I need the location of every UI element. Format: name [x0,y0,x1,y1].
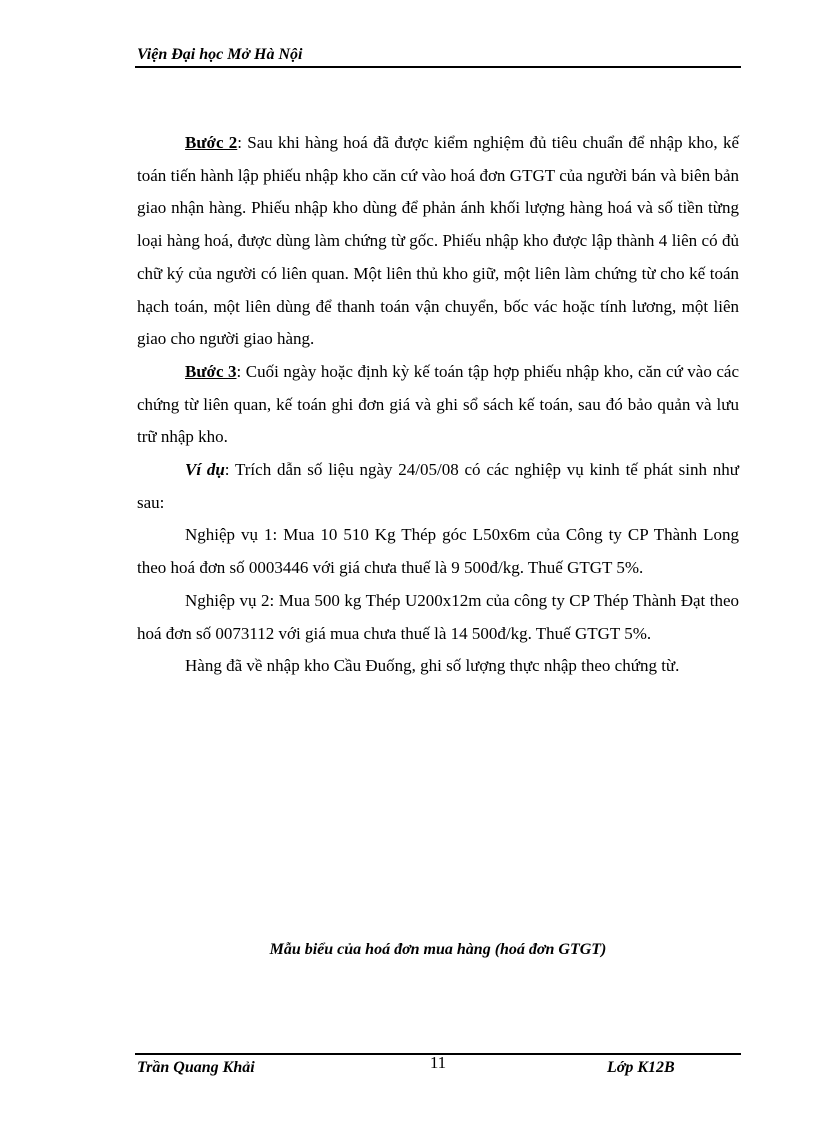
paragraph-step-2 [137,127,739,356]
paragraph-transaction-1: Nghiệp vụ 1: Mua 10 510 Kg Thép góc L50x6m của Công ty CP Thành Long theo hoá đơn số 0003446 với giá chưa thuế là 9 500đ/kg. Thuế GTGT 5%. [137,525,739,578]
page-number: 11 [429,1053,447,1072]
paragraph-example [137,454,739,519]
step-3-text: : Cuối ngày hoặc định kỳ kế toán tập hợp phiếu nhập kho, căn cứ vào các chứng từ liên quan, kế toán ghi đơn giá và ghi sổ sách kế toán, sau đó bảo quản và lưu trữ nhập kho. [137,361,740,447]
footer-author: Trần Quang Khải [137,1059,255,1076]
document-body [137,127,739,683]
step-3-label: Bước 3 [185,361,237,381]
paragraph-transaction-2: Nghiệp vụ 2: Mua 500 kg Thép U200x12m của công ty CP Thép Thành Đạt theo hoá đơn số 0073112 với giá mua chưa thuế là 14 500đ/kg. Thuế GTGT 5%. [137,590,739,643]
example-text: : Trích dẫn số liệu ngày 24/05/08 có các nghiệp vụ kinh tế phát sinh như sau: [137,460,739,512]
example-label: Ví dụ [185,460,225,480]
step-2-text: : Sau khi hàng hoá đã được kiểm nghiệm đủ tiêu chuẩn để nhập kho, kế toán tiến hành lập phiếu nhập kho căn cứ vào hoá đơn GTGT của người bán và biên bản giao nhận hàng. Phiếu nhập kho dùng để phản ánh khối lượng hàng hoá và số tiền từng loại hàng hoá, được dùng làm chứng từ gốc. Phiếu nhập kho được lập thành 4 liên có đủ chữ ký của người có liên quan. Một liên thủ kho giữ, một liên làm chứng từ cho kế toán hạch toán, một liên dùng để thanh toán vận chuyển, bốc vác hoặc tính lương, một liên giao cho người giao hàng. [137,133,739,349]
paragraph-closing: Hàng đã về nhập kho Cầu Đuống, ghi số lượng thực nhập theo chứng từ. [185,656,680,676]
header-divider [135,66,741,68]
paragraph-step-3 [137,356,739,454]
invoice-template-caption: Mẫu biểu của hoá đơn mua hàng (hoá đơn GTGT) [269,941,607,958]
step-2-label: Bước 2 [185,133,238,152]
running-header-title: Viện Đại học Mở Hà Nội [137,46,303,63]
footer-class-label: Lớp K12B [607,1059,675,1076]
